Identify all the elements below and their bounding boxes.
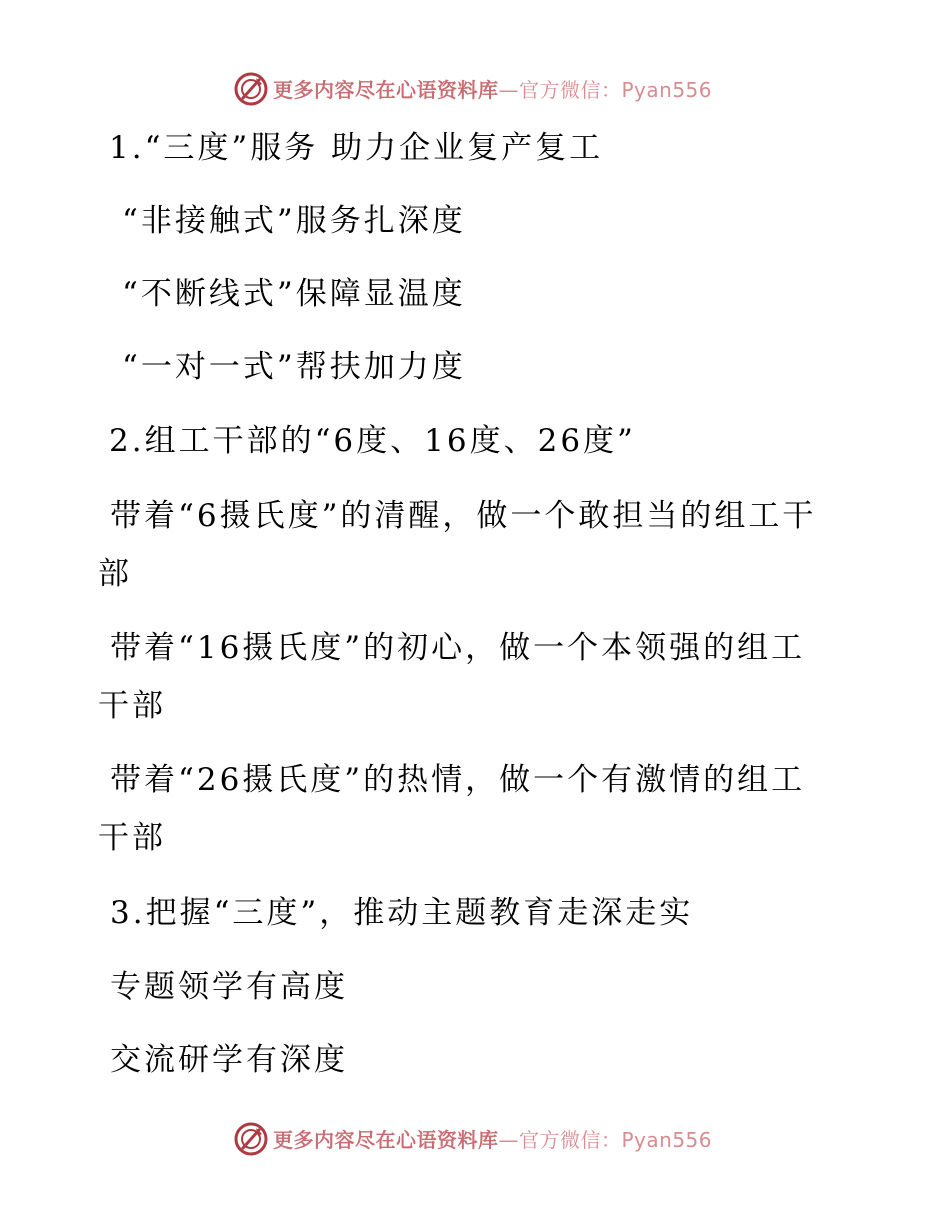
section-2-heading: 2.组工干部的“6度、16度、26度” <box>109 423 636 459</box>
watermark-site-text: 更多内容尽在心语资料库 <box>273 1128 499 1152</box>
seal-logo-icon <box>234 1122 268 1156</box>
section-1-heading: 1.“三度”服务 助力企业复产复工 <box>109 130 604 166</box>
section-2-item-line: 部 <box>98 556 132 592</box>
section-3-item: 交流研学有深度 <box>110 1042 348 1078</box>
section-3-heading: 3.把握“三度”，推动主题教育走深走实 <box>110 895 694 931</box>
watermark-wechat-text: —官方微信：Pyan556 <box>498 1128 713 1152</box>
footer-watermark <box>0 1120 950 1160</box>
section-3-item: 专题领学有高度 <box>110 969 348 1005</box>
watermark-wechat-text: —官方微信：Pyan556 <box>498 78 713 102</box>
seal-logo-icon <box>234 72 268 106</box>
section-1-item: “不断线式”保障显温度 <box>122 276 466 312</box>
section-1-item: “非接触式”服务扎深度 <box>122 203 466 239</box>
section-2-item-line: 带着“26摄氏度”的热情，做一个有激情的组工 <box>110 762 806 798</box>
section-2-item-line: 带着“16摄氏度”的初心，做一个本领强的组工 <box>110 630 806 666</box>
section-2-item-line: 干部 <box>98 688 166 724</box>
section-2-item-line: 干部 <box>98 820 166 856</box>
watermark-site-text: 更多内容尽在心语资料库 <box>273 78 499 102</box>
section-1-item: “一对一式”帮扶加力度 <box>122 349 466 385</box>
header-watermark <box>0 70 950 110</box>
section-2-item-line: 带着“6摄氏度”的清醒，做一个敢担当的组工干 <box>110 498 817 534</box>
